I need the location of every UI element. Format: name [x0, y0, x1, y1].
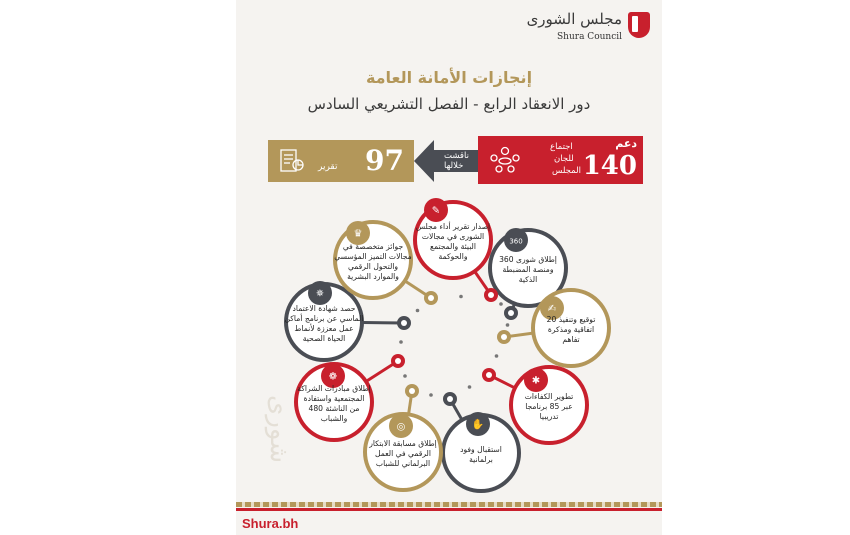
bahrain-crest-icon — [628, 12, 650, 38]
stat-meetings-text-2: للجان — [554, 154, 574, 164]
achievement-text: إطلاق مبادرات الشراكة — [297, 384, 371, 393]
achievement-text: 480 من الناشئة — [308, 404, 360, 413]
achievement-text: الحياة الصحية — [302, 334, 346, 343]
connector-dot-center — [508, 310, 514, 316]
page-subtitle: دور الانعقاد الرابع - الفصل التشريعي السادس — [307, 95, 591, 113]
achievement-text: والشباب — [320, 414, 348, 423]
reports-number: 97 — [365, 144, 404, 177]
reports-stat — [268, 140, 414, 182]
achievement-text: إطلاق شورى 360 — [499, 255, 557, 264]
report-chart-icon — [278, 147, 306, 175]
achievement-text: والتحول الرقمي — [347, 262, 399, 271]
achievement-text: الذكية — [518, 275, 538, 284]
achievement-text: تطوير الكفاءات — [524, 392, 574, 401]
ring-arrow-mark — [506, 323, 510, 327]
ring-arrow-mark — [499, 302, 503, 306]
connector-dot-center — [395, 358, 401, 364]
badge-glyph: ✋ — [471, 419, 485, 431]
logo-english-text: Shura Council — [557, 32, 622, 42]
arrow-text-2: خلالها — [444, 161, 464, 171]
achievement-text: ومنصة المضبطة — [502, 265, 554, 274]
watermark-calligraphy: شورى — [264, 395, 294, 464]
achievement-text: جوائز متخصصة في — [342, 242, 404, 251]
ring-arrow-mark — [495, 354, 499, 358]
stat-meetings-text-1: اجتماع — [550, 142, 573, 152]
ring-arrow-mark — [399, 340, 403, 344]
connector-dot-center — [401, 320, 407, 326]
achievement-text: البرلماني للشباب — [375, 459, 431, 468]
achievements-wheel — [236, 190, 662, 510]
achievement-text: عبر 85 برنامجا — [525, 402, 573, 411]
achievement-text: إصدار تقرير أداء مجلس — [415, 222, 491, 231]
logo-arabic-text: مجلس الشورى — [526, 10, 622, 28]
achievement-text: الماسي عن برنامج أماكن — [284, 314, 364, 323]
badge-glyph: ◎ — [396, 421, 406, 433]
stat-meetings-text-3: المجلس — [552, 166, 582, 176]
ring-arrow-mark — [459, 295, 463, 299]
arrow-text-1: ناقشت — [444, 151, 469, 161]
connector-dot-center — [409, 388, 415, 394]
website-link[interactable]: Shura.bh — [242, 516, 299, 531]
badge-glyph: ♛ — [353, 228, 363, 240]
ring-arrow-mark — [403, 374, 407, 378]
achievement-text: حصد شهادة الاعتماد — [292, 304, 356, 313]
stat-support-label: دعم — [615, 137, 637, 150]
achievement-text: عمل معززة لأنماط — [294, 324, 354, 333]
page-title: إنجازات الأمانة العامة — [365, 68, 533, 87]
footer-red-line — [236, 508, 662, 511]
achievement-text: استقبال وفود — [460, 445, 502, 454]
connector-dot-center — [488, 292, 494, 298]
achievement-text: المجتمعية واستفادة — [303, 394, 365, 403]
footer-decorative-stripe — [236, 502, 662, 507]
badge-glyph: ✍ — [547, 303, 557, 315]
achievement-text: تدريبيا — [539, 412, 559, 421]
achievement-text: توقيع وتنفيذ 20 — [546, 315, 596, 324]
achievement-text: مجالات التميز المؤسسي — [334, 252, 412, 261]
badge-glyph: ❁ — [328, 371, 338, 383]
achievement-text: والحوكمة — [438, 252, 468, 261]
achievement-text: الرقمي في العمل — [375, 449, 431, 458]
connector-dot-center — [486, 372, 492, 378]
badge-glyph: ✵ — [315, 288, 325, 300]
achievement-text: إطلاق مسابقة الابتكار — [369, 439, 437, 448]
shura-council-logo — [526, 10, 650, 50]
committee-meetings-stat — [478, 136, 643, 184]
ring-arrow-mark — [416, 309, 420, 313]
ring-arrow-mark — [429, 393, 433, 397]
achievement-text: برلمانية — [469, 455, 493, 464]
achievement-text: اتفاقية ومذكرة — [547, 325, 595, 334]
connector-dot-center — [447, 396, 453, 402]
reports-text: تقرير — [318, 162, 338, 172]
achievement-text: الشورى في مجالات — [421, 232, 485, 241]
discussed-arrow — [414, 140, 478, 182]
connector-dot-center — [501, 334, 507, 340]
meeting-people-icon — [488, 145, 522, 175]
achievement-text: البيئة والمجتمع — [430, 242, 476, 251]
badge-glyph: 360 — [509, 237, 523, 246]
connector-dot-center — [428, 295, 434, 301]
infographic-poster — [236, 0, 662, 535]
ring-arrow-mark — [468, 385, 472, 389]
badge-glyph: ✱ — [531, 375, 541, 387]
badge-glyph: ✎ — [431, 205, 441, 217]
stat-meetings-number: 140 — [582, 151, 637, 181]
achievement-text: تفاهم — [562, 335, 580, 344]
achievement-text: والموارد البشرية — [347, 272, 399, 281]
